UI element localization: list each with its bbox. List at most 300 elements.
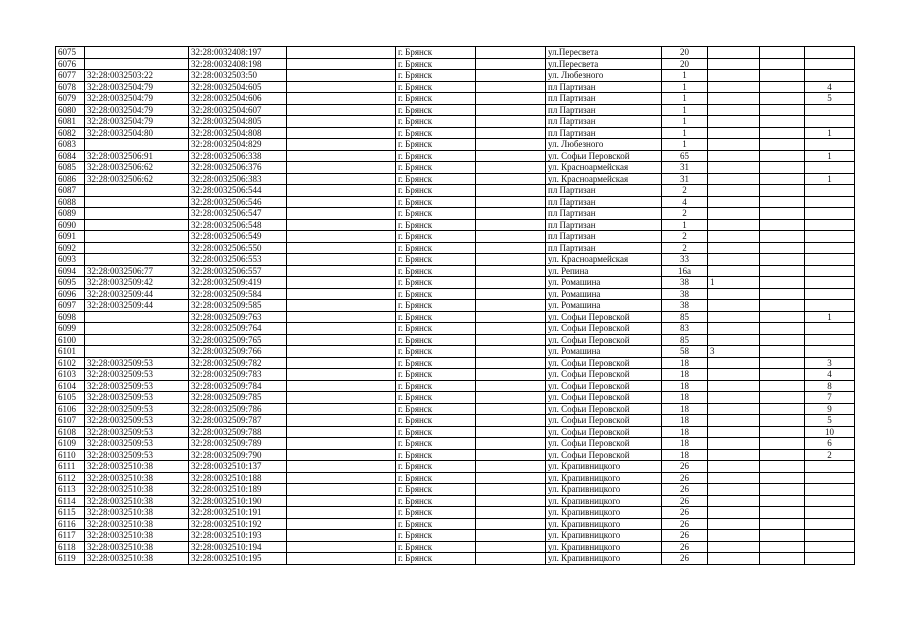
cadastral-number-cell: 32:28:0032504:606 <box>189 93 287 105</box>
row-number-cell: 6079 <box>56 93 85 105</box>
blank-cell <box>476 507 546 519</box>
cadastral-number-cell: 32:28:0032510:191 <box>189 507 287 519</box>
cadastral-number-cell: 32:28:0032509:763 <box>189 311 287 323</box>
apartment-cell: 3 <box>805 357 855 369</box>
blank-cell <box>760 415 805 427</box>
row-number-cell: 6089 <box>56 208 85 220</box>
apartment-cell <box>805 288 855 300</box>
blank-cell <box>760 426 805 438</box>
blank-cell <box>287 70 396 82</box>
blank-cell <box>287 288 396 300</box>
blank-cell <box>476 277 546 289</box>
blank-cell <box>476 93 546 105</box>
blank-cell <box>760 346 805 358</box>
row-number-cell: 6081 <box>56 116 85 128</box>
city-cell: г. Брянск <box>396 461 476 473</box>
street-cell: ул. Крапивницкого <box>546 518 662 530</box>
parent-cadastral-number-cell: 32:28:0032510:38 <box>85 518 189 530</box>
city-cell: г. Брянск <box>396 346 476 358</box>
house-number-cell: 18 <box>662 426 708 438</box>
parent-cadastral-number-cell: 32:28:0032509:53 <box>85 357 189 369</box>
parent-cadastral-number-cell: 32:28:0032510:38 <box>85 507 189 519</box>
blank-cell <box>760 334 805 346</box>
table-row <box>56 300 855 312</box>
blank-cell <box>476 311 546 323</box>
table-row <box>56 116 855 128</box>
house-number-cell: 33 <box>662 254 708 266</box>
cadastral-number-cell: 32:28:0032509:784 <box>189 380 287 392</box>
row-number-cell: 6095 <box>56 277 85 289</box>
apartment-cell <box>805 242 855 254</box>
row-number-cell: 6115 <box>56 507 85 519</box>
parent-cadastral-number-cell: 32:28:0032509:53 <box>85 415 189 427</box>
apartment-cell <box>805 254 855 266</box>
street-cell: ул. Крапивницкого <box>546 507 662 519</box>
cadastral-number-cell: 32:28:0032509:764 <box>189 323 287 335</box>
city-cell: г. Брянск <box>396 472 476 484</box>
table-row <box>56 173 855 185</box>
city-cell: г. Брянск <box>396 392 476 404</box>
blank-cell <box>476 127 546 139</box>
building-cell <box>708 392 760 404</box>
row-number-cell: 6104 <box>56 380 85 392</box>
blank-cell <box>287 495 396 507</box>
table-row <box>56 530 855 542</box>
table-row <box>56 334 855 346</box>
parent-cadastral-number-cell: 32:28:0032509:53 <box>85 426 189 438</box>
blank-cell <box>760 196 805 208</box>
street-cell: ул.Пересвета <box>546 47 662 59</box>
blank-cell <box>287 518 396 530</box>
row-number-cell: 6116 <box>56 518 85 530</box>
house-number-cell: 2 <box>662 185 708 197</box>
parent-cadastral-number-cell <box>85 311 189 323</box>
street-cell: пл Партизан <box>546 93 662 105</box>
blank-cell <box>760 139 805 151</box>
row-number-cell: 6086 <box>56 173 85 185</box>
blank-cell <box>476 530 546 542</box>
row-number-cell: 6118 <box>56 541 85 553</box>
house-number-cell: 1 <box>662 93 708 105</box>
city-cell: г. Брянск <box>396 185 476 197</box>
street-cell: пл Партизан <box>546 81 662 93</box>
city-cell: г. Брянск <box>396 242 476 254</box>
street-cell: ул. Крапивницкого <box>546 484 662 496</box>
row-number-cell: 6078 <box>56 81 85 93</box>
table-row <box>56 357 855 369</box>
blank-cell <box>476 392 546 404</box>
city-cell: г. Брянск <box>396 150 476 162</box>
blank-cell <box>760 403 805 415</box>
blank-cell <box>287 507 396 519</box>
blank-cell <box>476 541 546 553</box>
apartment-cell <box>805 323 855 335</box>
apartment-cell <box>805 507 855 519</box>
parent-cadastral-number-cell: 32:28:0032504:80 <box>85 127 189 139</box>
house-number-cell: 18 <box>662 403 708 415</box>
apartment-cell <box>805 231 855 243</box>
street-cell: ул. Софьи Перовской <box>546 357 662 369</box>
blank-cell <box>476 242 546 254</box>
row-number-cell: 6091 <box>56 231 85 243</box>
table-body <box>56 47 855 565</box>
building-cell <box>708 265 760 277</box>
row-number-cell: 6097 <box>56 300 85 312</box>
blank-cell <box>760 495 805 507</box>
blank-cell <box>287 162 396 174</box>
blank-cell <box>287 426 396 438</box>
building-cell <box>708 518 760 530</box>
house-number-cell: 26 <box>662 541 708 553</box>
blank-cell <box>287 461 396 473</box>
row-number-cell: 6109 <box>56 438 85 450</box>
blank-cell <box>476 150 546 162</box>
blank-cell <box>476 553 546 565</box>
row-number-cell: 6077 <box>56 70 85 82</box>
house-number-cell: 26 <box>662 461 708 473</box>
house-number-cell: 26 <box>662 553 708 565</box>
city-cell: г. Брянск <box>396 311 476 323</box>
city-cell: г. Брянск <box>396 426 476 438</box>
apartment-cell: 10 <box>805 426 855 438</box>
street-cell: ул. Софьи Перовской <box>546 311 662 323</box>
cadastral-number-cell: 32:28:0032510:194 <box>189 541 287 553</box>
parent-cadastral-number-cell: 32:28:0032506:77 <box>85 265 189 277</box>
parent-cadastral-number-cell: 32:28:0032510:38 <box>85 541 189 553</box>
cadastral-number-cell: 32:28:0032504:805 <box>189 116 287 128</box>
apartment-cell <box>805 495 855 507</box>
cadastral-number-cell: 32:28:0032504:607 <box>189 104 287 116</box>
building-cell <box>708 81 760 93</box>
row-number-cell: 6082 <box>56 127 85 139</box>
city-cell: г. Брянск <box>396 288 476 300</box>
row-number-cell: 6102 <box>56 357 85 369</box>
blank-cell <box>476 495 546 507</box>
parent-cadastral-number-cell: 32:28:0032510:38 <box>85 495 189 507</box>
table-row <box>56 208 855 220</box>
building-cell <box>708 403 760 415</box>
parent-cadastral-number-cell: 32:28:0032506:62 <box>85 162 189 174</box>
table-row <box>56 553 855 565</box>
apartment-cell: 9 <box>805 403 855 415</box>
street-cell: пл Партизан <box>546 104 662 116</box>
blank-cell <box>760 104 805 116</box>
house-number-cell: 85 <box>662 334 708 346</box>
cadastral-number-cell: 32:28:0032408:197 <box>189 47 287 59</box>
cadastral-number-cell: 32:28:0032504:808 <box>189 127 287 139</box>
apartment-cell <box>805 518 855 530</box>
blank-cell <box>287 219 396 231</box>
table-row <box>56 81 855 93</box>
apartment-cell <box>805 484 855 496</box>
blank-cell <box>476 472 546 484</box>
table-row <box>56 323 855 335</box>
blank-cell <box>476 288 546 300</box>
property-register-table <box>55 46 855 565</box>
apartment-cell <box>805 116 855 128</box>
parent-cadastral-number-cell: 32:28:0032504:79 <box>85 116 189 128</box>
city-cell: г. Брянск <box>396 139 476 151</box>
cadastral-number-cell: 32:28:0032506:557 <box>189 265 287 277</box>
parent-cadastral-number-cell <box>85 219 189 231</box>
building-cell <box>708 185 760 197</box>
table-row <box>56 449 855 461</box>
blank-cell <box>287 185 396 197</box>
apartment-cell <box>805 530 855 542</box>
apartment-cell <box>805 58 855 70</box>
building-cell <box>708 231 760 243</box>
blank-cell <box>476 81 546 93</box>
table-row <box>56 541 855 553</box>
apartment-cell <box>805 541 855 553</box>
parent-cadastral-number-cell: 32:28:0032510:38 <box>85 484 189 496</box>
parent-cadastral-number-cell <box>85 208 189 220</box>
parent-cadastral-number-cell <box>85 47 189 59</box>
parent-cadastral-number-cell: 32:28:0032506:62 <box>85 173 189 185</box>
street-cell: пл Партизан <box>546 116 662 128</box>
building-cell <box>708 219 760 231</box>
building-cell <box>708 104 760 116</box>
building-cell <box>708 288 760 300</box>
apartment-cell: 5 <box>805 93 855 105</box>
street-cell: пл Партизан <box>546 219 662 231</box>
blank-cell <box>287 357 396 369</box>
apartment-cell <box>805 208 855 220</box>
city-cell: г. Брянск <box>396 541 476 553</box>
blank-cell <box>287 242 396 254</box>
city-cell: г. Брянск <box>396 58 476 70</box>
house-number-cell: 2 <box>662 242 708 254</box>
building-cell <box>708 323 760 335</box>
cadastral-number-cell: 32:28:0032510:189 <box>189 484 287 496</box>
blank-cell <box>476 173 546 185</box>
cadastral-number-cell: 32:28:0032509:789 <box>189 438 287 450</box>
row-number-cell: 6096 <box>56 288 85 300</box>
blank-cell <box>760 219 805 231</box>
table-row <box>56 369 855 381</box>
house-number-cell: 26 <box>662 530 708 542</box>
house-number-cell: 85 <box>662 311 708 323</box>
apartment-cell <box>805 265 855 277</box>
parent-cadastral-number-cell: 32:28:0032509:44 <box>85 300 189 312</box>
blank-cell <box>760 507 805 519</box>
apartment-cell <box>805 139 855 151</box>
blank-cell <box>287 208 396 220</box>
table-row <box>56 219 855 231</box>
city-cell: г. Брянск <box>396 104 476 116</box>
blank-cell <box>476 70 546 82</box>
house-number-cell: 1 <box>662 219 708 231</box>
blank-cell <box>760 127 805 139</box>
city-cell: г. Брянск <box>396 530 476 542</box>
blank-cell <box>287 449 396 461</box>
row-number-cell: 6113 <box>56 484 85 496</box>
apartment-cell <box>805 472 855 484</box>
blank-cell <box>287 231 396 243</box>
blank-cell <box>287 311 396 323</box>
cadastral-number-cell: 32:28:0032509:782 <box>189 357 287 369</box>
house-number-cell: 18 <box>662 380 708 392</box>
building-cell <box>708 415 760 427</box>
house-number-cell: 1 <box>662 116 708 128</box>
house-number-cell: 18 <box>662 449 708 461</box>
blank-cell <box>476 334 546 346</box>
building-cell <box>708 449 760 461</box>
cadastral-number-cell: 32:28:0032506:544 <box>189 185 287 197</box>
city-cell: г. Брянск <box>396 323 476 335</box>
blank-cell <box>476 231 546 243</box>
blank-cell <box>760 265 805 277</box>
building-cell <box>708 150 760 162</box>
table-row <box>56 58 855 70</box>
row-number-cell: 6105 <box>56 392 85 404</box>
house-number-cell: 1 <box>662 70 708 82</box>
parent-cadastral-number-cell <box>85 334 189 346</box>
row-number-cell: 6099 <box>56 323 85 335</box>
building-cell <box>708 495 760 507</box>
parent-cadastral-number-cell: 32:28:0032510:38 <box>85 530 189 542</box>
cadastral-number-cell: 32:28:0032506:550 <box>189 242 287 254</box>
street-cell: ул. Крапивницкого <box>546 553 662 565</box>
city-cell: г. Брянск <box>396 265 476 277</box>
street-cell: ул. Крапивницкого <box>546 530 662 542</box>
apartment-cell <box>805 196 855 208</box>
blank-cell <box>760 461 805 473</box>
blank-cell <box>287 553 396 565</box>
street-cell: ул. Крапивницкого <box>546 472 662 484</box>
street-cell: ул. Софьи Перовской <box>546 334 662 346</box>
city-cell: г. Брянск <box>396 507 476 519</box>
street-cell: пл Партизан <box>546 208 662 220</box>
blank-cell <box>287 472 396 484</box>
house-number-cell: 18 <box>662 415 708 427</box>
parent-cadastral-number-cell: 32:28:0032510:38 <box>85 461 189 473</box>
blank-cell <box>760 288 805 300</box>
building-cell <box>708 311 760 323</box>
house-number-cell: 1 <box>662 81 708 93</box>
city-cell: г. Брянск <box>396 116 476 128</box>
parent-cadastral-number-cell: 32:28:0032509:53 <box>85 392 189 404</box>
house-number-cell: 4 <box>662 196 708 208</box>
cadastral-number-cell: 32:28:0032506:549 <box>189 231 287 243</box>
cadastral-number-cell: 32:28:0032509:790 <box>189 449 287 461</box>
blank-cell <box>760 311 805 323</box>
building-cell <box>708 162 760 174</box>
row-number-cell: 6111 <box>56 461 85 473</box>
house-number-cell: 2 <box>662 208 708 220</box>
street-cell: ул. Софьи Перовской <box>546 323 662 335</box>
parent-cadastral-number-cell: 32:28:0032504:79 <box>85 81 189 93</box>
cadastral-number-cell: 32:28:0032510:195 <box>189 553 287 565</box>
blank-cell <box>476 415 546 427</box>
building-cell <box>708 300 760 312</box>
blank-cell <box>287 541 396 553</box>
blank-cell <box>476 518 546 530</box>
blank-cell <box>760 162 805 174</box>
house-number-cell: 26 <box>662 495 708 507</box>
cadastral-number-cell: 32:28:0032509:765 <box>189 334 287 346</box>
apartment-cell <box>805 346 855 358</box>
table-row <box>56 495 855 507</box>
blank-cell <box>287 323 396 335</box>
parent-cadastral-number-cell: 32:28:0032510:38 <box>85 472 189 484</box>
blank-cell <box>287 346 396 358</box>
house-number-cell: 1 <box>662 127 708 139</box>
blank-cell <box>476 369 546 381</box>
blank-cell <box>476 300 546 312</box>
city-cell: г. Брянск <box>396 196 476 208</box>
street-cell: ул.Пересвета <box>546 58 662 70</box>
blank-cell <box>287 254 396 266</box>
table-row <box>56 254 855 266</box>
street-cell: ул. Софьи Перовской <box>546 369 662 381</box>
parent-cadastral-number-cell <box>85 185 189 197</box>
row-number-cell: 6084 <box>56 150 85 162</box>
street-cell: ул. Ромашина <box>546 346 662 358</box>
blank-cell <box>287 104 396 116</box>
parent-cadastral-number-cell <box>85 196 189 208</box>
parent-cadastral-number-cell: 32:28:0032504:79 <box>85 93 189 105</box>
row-number-cell: 6092 <box>56 242 85 254</box>
table-row <box>56 162 855 174</box>
parent-cadastral-number-cell <box>85 58 189 70</box>
street-cell: пл Партизан <box>546 127 662 139</box>
cadastral-number-cell: 32:28:0032509:787 <box>189 415 287 427</box>
city-cell: г. Брянск <box>396 518 476 530</box>
table-row <box>56 507 855 519</box>
parent-cadastral-number-cell <box>85 346 189 358</box>
table-row <box>56 104 855 116</box>
table-row <box>56 380 855 392</box>
blank-cell <box>760 530 805 542</box>
cadastral-number-cell: 32:28:0032510:193 <box>189 530 287 542</box>
blank-cell <box>476 254 546 266</box>
city-cell: г. Брянск <box>396 438 476 450</box>
parent-cadastral-number-cell: 32:28:0032506:91 <box>85 150 189 162</box>
table-row <box>56 47 855 59</box>
building-cell <box>708 93 760 105</box>
blank-cell <box>287 334 396 346</box>
house-number-cell: 18 <box>662 392 708 404</box>
blank-cell <box>760 438 805 450</box>
cadastral-number-cell: 32:28:0032506:553 <box>189 254 287 266</box>
row-number-cell: 6100 <box>56 334 85 346</box>
building-cell <box>708 173 760 185</box>
apartment-cell <box>805 300 855 312</box>
building-cell <box>708 438 760 450</box>
cadastral-number-cell: 32:28:0032503:50 <box>189 70 287 82</box>
city-cell: г. Брянск <box>396 449 476 461</box>
row-number-cell: 6098 <box>56 311 85 323</box>
street-cell: ул. Софьи Перовской <box>546 426 662 438</box>
blank-cell <box>287 196 396 208</box>
cadastral-number-cell: 32:28:0032509:785 <box>189 392 287 404</box>
blank-cell <box>476 357 546 369</box>
city-cell: г. Брянск <box>396 553 476 565</box>
house-number-cell: 18 <box>662 357 708 369</box>
row-number-cell: 6107 <box>56 415 85 427</box>
row-number-cell: 6119 <box>56 553 85 565</box>
blank-cell <box>760 47 805 59</box>
row-number-cell: 6108 <box>56 426 85 438</box>
house-number-cell: 31 <box>662 162 708 174</box>
parent-cadastral-number-cell: 32:28:0032509:53 <box>85 369 189 381</box>
table-row <box>56 484 855 496</box>
city-cell: г. Брянск <box>396 254 476 266</box>
city-cell: г. Брянск <box>396 300 476 312</box>
apartment-cell <box>805 185 855 197</box>
city-cell: г. Брянск <box>396 334 476 346</box>
